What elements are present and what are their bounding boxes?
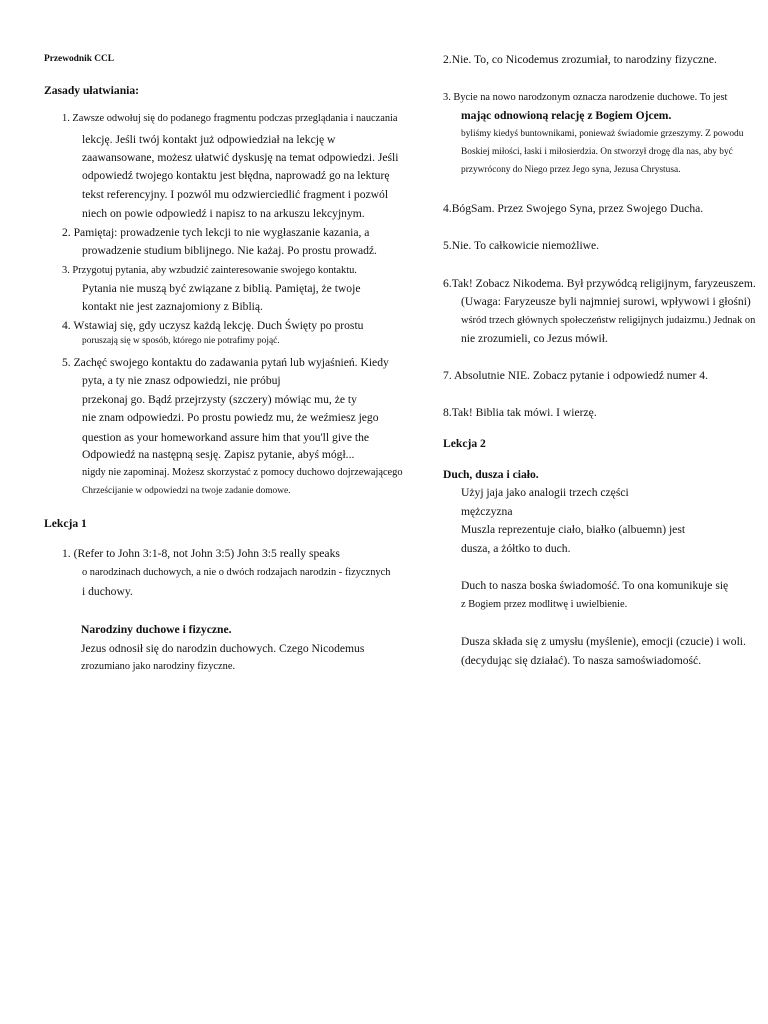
- rule-5-line-4: nie znam odpowiedzi. Po prostu powiedz mu, że weźmiesz jego: [82, 411, 379, 424]
- rule-4-line-2: poruszają się w sposób, którego nie potrafimy pojąć.: [82, 336, 280, 346]
- answer-6-line-3: wśród trzech głównych społeczeństw religijnych judaizmu.) Jednak on: [461, 315, 756, 326]
- rule-1-line-3: zaawansowane, możesz ułatwić dyskusję na temat odpowiedzi. Jeśli: [82, 151, 399, 164]
- rule-1-line-5: tekst referencyjny. I pozwól mu odzwierciedlić fragment i pozwól: [82, 188, 389, 201]
- rule-5-line-7: nigdy nie zapominaj. Możesz skorzystać z pomocy duchowo dojrzewającego: [82, 467, 403, 478]
- egg-analogy-line-1: Użyj jaja jako analogii trzech części: [461, 486, 629, 499]
- answer-6-line-4: nie zrozumieli, co Jezus mówił.: [461, 332, 608, 345]
- soul-paragraph-line-1: Dusza składa się z umysłu (myślenie), emocji (czucie) i woli.: [461, 635, 746, 648]
- spiritual-birth-text-line-1: Jezus odnosił się do narodzin duchowych. Czego Nicodemus: [81, 642, 365, 655]
- lesson-2-heading: Lekcja 2: [443, 437, 486, 450]
- rule-3-line-1: 3. Przygotuj pytania, aby wzbudzić zainteresowanie swojego kontaktu.: [62, 265, 357, 276]
- soul-paragraph-line-2: (decydując się działać). To nasza samoświadomość.: [461, 654, 702, 667]
- answer-3-line-3: byliśmy kiedyś buntownikami, ponieważ świadomie grzeszymy. Z powodu: [461, 129, 744, 139]
- rule-2-line-1: 2. Pamiętaj: prowadzenie tych lekcji to nie wygłaszanie kazania, a: [62, 226, 370, 239]
- rule-4-line-1: 4. Wstawiaj się, gdy uczysz każdą lekcję. Duch Święty po prostu: [62, 319, 364, 332]
- rule-2-line-2: prowadzenie studium biblijnego. Nie każaj. Po prostu prowadź.: [82, 244, 377, 257]
- section-heading: Zasady ułatwiania:: [44, 84, 140, 97]
- answer-4: 4.BógSam. Przez Swojego Syna, przez Swojego Ducha.: [443, 202, 704, 215]
- answer-8: 8.Tak! Biblia tak mówi. I wierzę.: [443, 406, 597, 419]
- lesson-2-subheading: Duch, dusza i ciało.: [443, 468, 539, 481]
- spirit-paragraph-line-1: Duch to nasza boska świadomość. To ona komunikuje się: [461, 579, 729, 592]
- rule-5-line-5: question as your homeworkand assure him that you'll give the: [82, 431, 370, 444]
- rule-1-line-6: niech on powie odpowiedź i napisz to na arkuszu lekcyjnym.: [82, 207, 365, 220]
- lesson-1-item-1-line-2: o narodzinach duchowych, a nie o dwóch rodzajach narodzin - fizycznych: [82, 567, 391, 578]
- answer-7: 7. Absolutnie NIE. Zobacz pytanie i odpowiedź numer 4.: [443, 369, 708, 382]
- answer-2: 2.Nie. To, co Nicodemus zrozumiał, to narodziny fizyczne.: [443, 53, 717, 66]
- rule-3-line-3: kontakt nie jest zaznajomiony z Biblią.: [82, 300, 263, 313]
- rule-5-line-2: pyta, a ty nie znasz odpowiedzi, nie próbuj: [82, 374, 281, 387]
- egg-analogy-line-3: Muszla reprezentuje ciało, białko (albuemn) jest: [461, 523, 686, 536]
- spiritual-birth-subheading: Narodziny duchowe i fizyczne.: [81, 623, 232, 636]
- document-header: Przewodnik CCL: [44, 54, 115, 64]
- rule-1-line-1: 1. Zawsze odwołuj się do podanego fragmentu podczas przeglądania i nauczania: [62, 113, 398, 124]
- rule-1-line-2: lekcję. Jeśli twój kontakt już odpowiedział na lekcję w: [82, 133, 336, 146]
- egg-analogy-line-2: mężczyzna: [461, 505, 513, 518]
- rule-1-line-4: odpowiedź twojego kontaktu jest błędna, naprowadź go na lekturę: [82, 169, 390, 182]
- answer-3-line-5: przywrócony do Niego przez Jego syna, Jezusa Chrystusa.: [461, 165, 681, 175]
- answer-5: 5.Nie. To całkowicie niemożliwe.: [443, 239, 600, 252]
- egg-analogy-line-4: dusza, a żółtko to duch.: [461, 542, 571, 555]
- lesson-1-heading: Lekcja 1: [44, 517, 87, 530]
- spiritual-birth-text-line-2: zrozumiano jako narodziny fizyczne.: [81, 661, 236, 672]
- lesson-1-item-1-line-1: 1. (Refer to John 3:1-8, not John 3:5) John 3:5 really speaks: [62, 547, 340, 560]
- answer-3-line-4: Boskiej miłości, łaski i miłosierdzia. On stworzył drogę dla nas, aby być: [461, 147, 733, 157]
- rule-3-line-2: Pytania nie muszą być związane z biblią. Pamiętaj, że twoje: [82, 282, 361, 295]
- answer-3-line-2: mając odnowioną relację z Bogiem Ojcem.: [461, 109, 672, 122]
- rule-5-line-6: Odpowiedź na następną sesję. Zapisz pytanie, abyś mógł...: [82, 448, 355, 461]
- spirit-paragraph-line-2: z Bogiem przez modlitwę i uwielbienie.: [461, 599, 628, 610]
- answer-6-line-2: (Uwaga: Faryzeusze byli najmniej surowi, wpływowi i głośni): [461, 295, 751, 308]
- rule-5-line-8: Chrześcijanie w odpowiedzi na twoje zadanie domowe.: [82, 486, 291, 496]
- rule-5-line-1: 5. Zachęć swojego kontaktu do zadawania pytań lub wyjaśnień. Kiedy: [62, 356, 389, 369]
- lesson-1-item-1-line-3: i duchowy.: [82, 585, 133, 598]
- answer-6-line-1: 6.Tak! Zobacz Nikodema. Był przywódcą religijnym, faryzeuszem.: [443, 277, 756, 290]
- answer-3-line-1: 3. Bycie na nowo narodzonym oznacza narodzenie duchowe. To jest: [443, 92, 728, 103]
- rule-5-line-3: przekonaj go. Bądź przejrzysty (szczery) mówiąc mu, że ty: [82, 393, 357, 406]
